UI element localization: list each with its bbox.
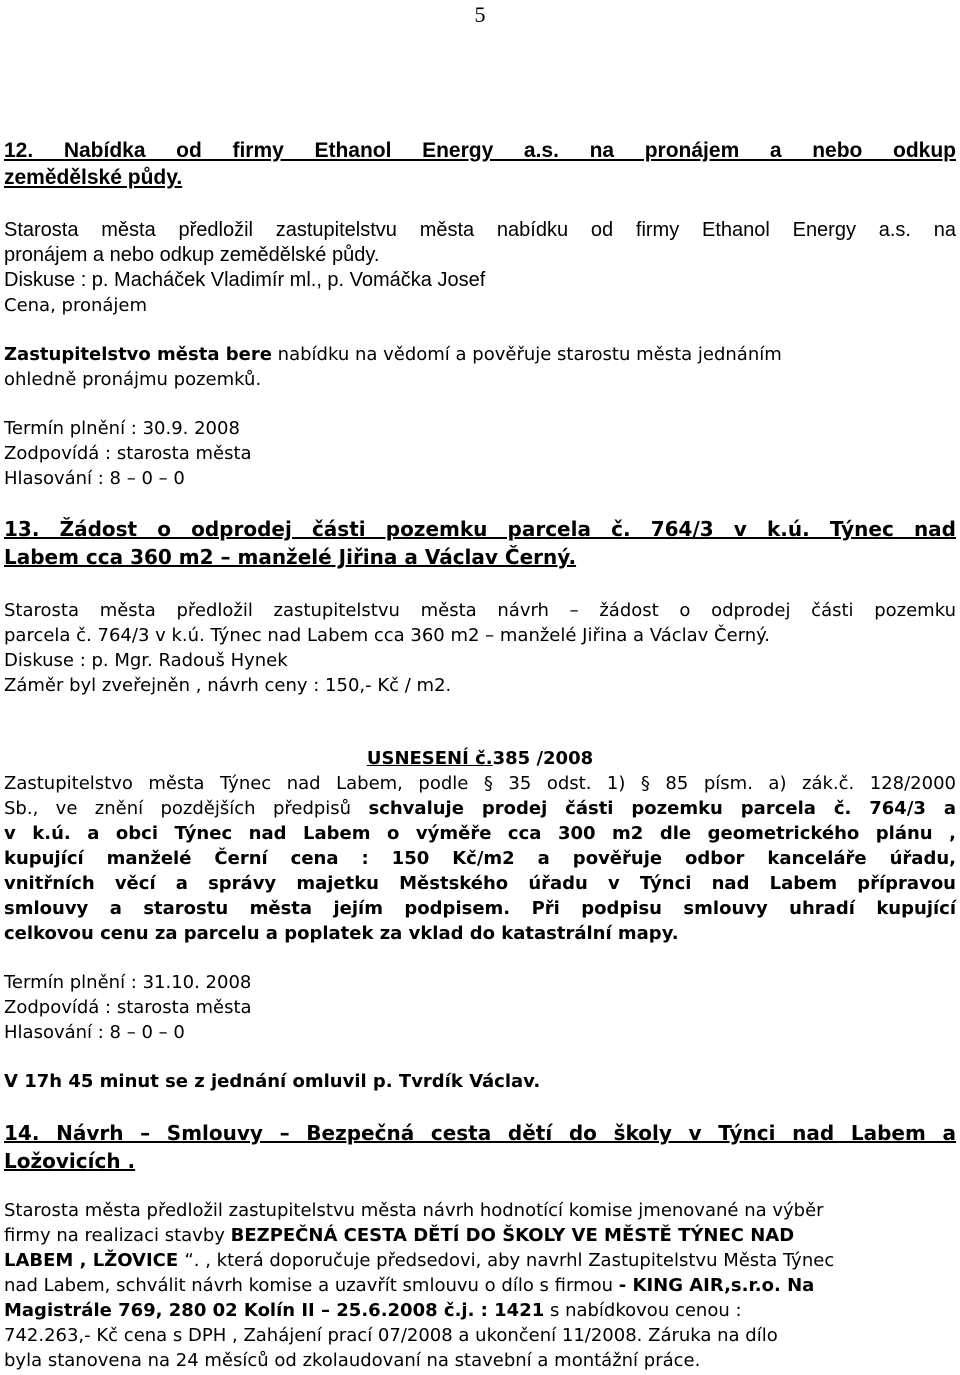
item13-vote: Hlasování : 8 – 0 – 0 <box>4 1022 185 1043</box>
item12-meta <box>4 416 956 491</box>
resolution-line1: Zastupitelstvo města Týnec nad Labem, podle § 35 odst. 1) § 85 písm. a) zák.č. 128/2000 <box>4 773 956 794</box>
item13-heading <box>4 515 956 571</box>
item12-heading-line2: zemědělské půdy. <box>4 166 183 189</box>
item13-responsible: Zodpovídá : starosta města <box>4 997 252 1018</box>
resolution-title-underlined: USNESENÍ č. <box>366 748 493 769</box>
item13-heading-line2: Labem cca 360 m2 – manželé Jiřina a Václav Černý. <box>4 545 577 569</box>
resolution-line4: kupující manželé Černí cena : 150 Kč/m2 a pověřuje odbor kanceláře úřadu, <box>4 848 956 869</box>
item13-meta <box>4 970 956 1045</box>
item14-line2-normal: firmy na realizaci stavby <box>4 1225 231 1246</box>
item14-line5-normal: s nabídkovou cenou : <box>544 1300 742 1321</box>
resolution-line6: smlouvy a starostu města jejím podpisem. Při podpisu smlouvy uhradí kupující <box>4 898 956 919</box>
item12-deadline: Termín plnění : 30.9. 2008 <box>4 418 240 439</box>
item14-heading-line2: Ložovicích . <box>4 1149 136 1173</box>
item14-heading-line1: 14. Návrh – Smlouvy – Bezpečná cesta dětí do školy v Týnci nad Labem a <box>4 1121 956 1145</box>
item12-intro <box>4 218 956 318</box>
item14-paragraph <box>4 1198 956 1373</box>
page-number: 5 <box>474 2 486 27</box>
item14-line2-bold: BEZPEČNÁ CESTA DĚTÍ DO ŠKOLY VE MĚSTĚ TÝNEC NAD <box>230 1225 795 1246</box>
resolution-line7: celkovou cenu za parcelu a poplatek za vklad do katastrální mapy. <box>4 923 679 944</box>
item12-resolution <box>4 342 956 392</box>
item14-line4-bold: - KING AIR,s.r.o. Na <box>618 1275 815 1296</box>
item14-line7: byla stanovena na 24 měsíců od zkolaudovaní na stavební a montážní práce. <box>4 1350 701 1371</box>
item14-line3-bold: LABEM , LŽOVICE <box>4 1250 185 1271</box>
resolution-line5: vnitřních věcí a správy majetku Městského úřadu v Týnci nad Labem přípravou <box>4 873 956 894</box>
resolution-title <box>4 746 956 771</box>
item12-intro-line2: pronájem a nebo odkup zemědělské půdy. <box>4 244 380 266</box>
item12-topics: Cena, pronájem <box>4 295 148 316</box>
item13-note: Záměr byl zveřejněn , návrh ceny : 150,- Kč / m2. <box>4 675 452 696</box>
item13-intro-line2: parcela č. 764/3 v k.ú. Týnec nad Labem cca 360 m2 – manželé Jiřina a Václav Černý. <box>4 625 770 646</box>
item13-heading-line1: 13. Žádost o odprodej části pozemku parcela č. 764/3 v k.ú. Týnec nad <box>4 517 956 541</box>
item12-resolution-bold: Zastupitelstvo města bere <box>4 344 272 365</box>
item13-discussion: Diskuse : p. Mgr. Radouš Hynek <box>4 650 288 671</box>
item14-line1: Starosta města předložil zastupitelstvu města návrh hodnotící komise jmenované na výběr <box>4 1200 824 1221</box>
item13-intro <box>4 598 956 698</box>
item12-resolution-rest: nabídku na vědomí a pověřuje starostu města jednáním <box>271 344 782 365</box>
item12-vote: Hlasování : 8 – 0 – 0 <box>4 468 185 489</box>
item14-heading <box>4 1119 956 1175</box>
item14-line5-bold: Magistrále 769, 280 02 Kolín II – 25.6.2008 č.j. : 1421 <box>4 1300 545 1321</box>
resolution-title-number: 385 /2008 <box>492 748 594 769</box>
item14-line6: 742.263,- Kč cena s DPH , Zahájení prací 07/2008 a ukončení 11/2008. Záruka na dílo <box>4 1325 778 1346</box>
item13-intro-line1: Starosta města předložil zastupitelstvu města návrh – žádost o odprodej části pozemku <box>4 600 956 621</box>
resolution-line2-normal: Sb., ve znění pozdějších předpisů <box>4 798 369 819</box>
resolution-body <box>4 771 956 946</box>
item12-discussion: Diskuse : p. Macháček Vladimír ml., p. Vomáčka Josef <box>4 269 486 291</box>
item12-responsible: Zodpovídá : starosta města <box>4 443 252 464</box>
resolution-line2-bold: schvaluje prodej části pozemku parcela č. 764/3 a <box>368 798 956 819</box>
item12-heading <box>4 137 956 191</box>
item12-heading-line1: 12. Nabídka od firmy Ethanol Energy a.s. na pronájem a nebo odkup <box>4 139 956 162</box>
item12-resolution-line2: ohledně pronájmu pozemků. <box>4 369 262 390</box>
leave-note: V 17h 45 minut se z jednání omluvil p. Tvrdík Václav. <box>4 1071 541 1092</box>
resolution-line3: v k.ú. a obci Týnec nad Labem o výměře cca 300 m2 dle geometrického plánu , <box>4 823 956 844</box>
item13-deadline: Termín plnění : 31.10. 2008 <box>4 972 252 993</box>
item12-intro-line1: Starosta města předložil zastupitelstvu města nabídku od firmy Ethanol Energy a.s. na <box>4 219 956 241</box>
item14-line3-normal: “. , která doporučuje předsedovi, aby navrhl Zastupitelstvu Města Týnec <box>184 1250 835 1271</box>
item14-line4-normal: nad Labem, schválit návrh komise a uzavřít smlouvu o dílo s firmou <box>4 1275 619 1296</box>
